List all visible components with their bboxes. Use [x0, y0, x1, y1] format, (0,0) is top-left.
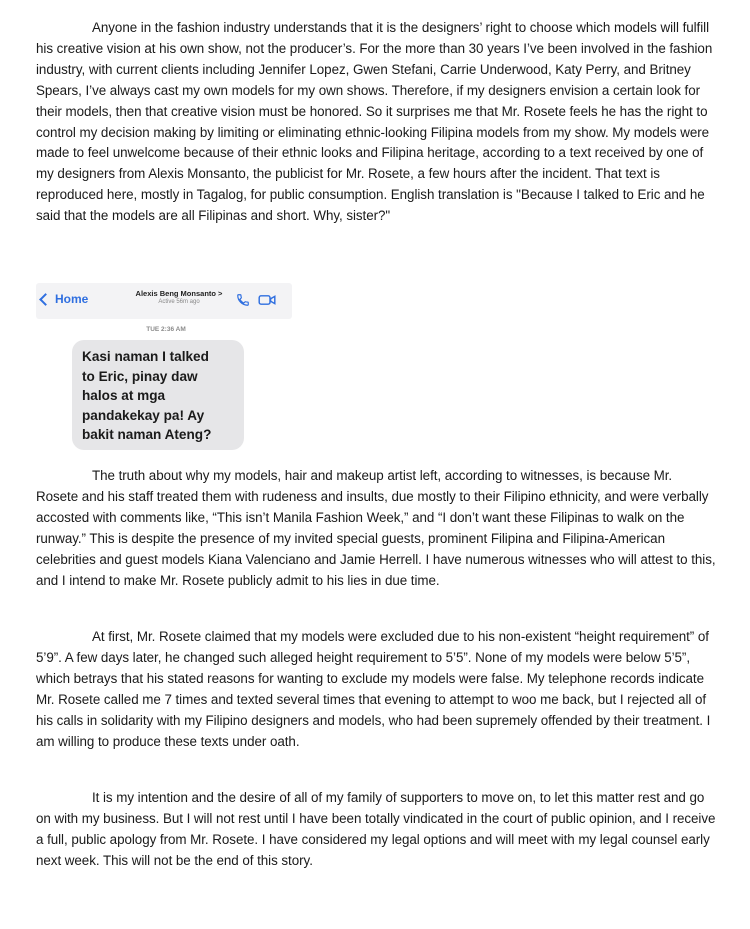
back-chevron-icon [39, 293, 52, 306]
back-label: Home [55, 292, 89, 306]
message-timestamp: TUE 2:36 AM [146, 326, 186, 333]
contact-name: Alexis Beng Monsanto > [135, 289, 223, 298]
contact-info[interactable] [124, 289, 234, 305]
message-bubble: Kasi naman I talked to Eric, pinay daw halos at mga pandakekay pa! Ay bakit naman Ateng? [72, 340, 244, 450]
paragraph-1: Anyone in the fashion industry understands that it is the designers’ right to choose which models will fulfill his creative vision at his own show, not the producer’s. For the more than 30 years I’ve been involved in the fashion industry, with current clients including Jennifer Lopez, Gwen Stefani, Carrie Underwood, Katy Perry, and Britney Spears, I’ve always cast my own models for my own shows. Therefore, if my designers envision a certain look for their models, then that creative vision must be honored. So it surprises me that Mr. Rosete feels he has the right to control my decision making by limiting or eliminating ethnic-looking Filipina models from my show. My models were made to feel unwelcome because of their ethnic looks and Filipina heritage, according to a text received by one of my designers from Alexis Monsanto, the publicist for Mr. Rosete, a few hours after the incident. That text is reproduced here, mostly in Tagalog, for public consumption. English translation is "Because I talked to Eric and he said that the models are all Filipinas and short. Why, sister?" [36, 20, 713, 224]
back-button[interactable] [41, 292, 88, 306]
contact-status: Active 56m ago [158, 299, 200, 305]
paragraph-3: At first, Mr. Rosete claimed that my models were excluded due to his non-existent “height requirement” of 5’9”. A few days later, he changed such alleged height requirement to 5’5”. None of my models were below 5’5”, which betrays that his stated reasons for wanting to exclude my models were false. My telephone records indicate Mr. Rosete called me 7 times and texted several times that evening to attempt to woo me back, but I rejected all of his calls in solidarity with my Filipino designers and models, who had been supremely offended by their treatment. I am willing to produce these texts under oath. [36, 629, 711, 749]
phone-icon[interactable] [236, 293, 250, 312]
paragraph-2: The truth about why my models, hair and makeup artist left, according to witnesses, is because Mr. Rosete and his staff treated them with rudeness and insults, due mostly to their Filipino ethnicity, and were verbally accosted with comments like, “This isn’t Manila Fashion Week,” and “I don’t want these Filipinas to walk on the runway.” This is despite the presence of my invited special guests, prominent Filipina and Filipina-American celebrities and guest models Kiana Valenciano and Jamie Herrell. I have numerous witnesses who will attest to this, and I intend to make Mr. Rosete publicly admit to his lies in due time. [36, 468, 716, 588]
video-camera-icon[interactable] [258, 293, 276, 312]
paragraph-4: It is my intention and the desire of all of my family of supporters to move on, to let this matter rest and go on with my business. But I will not rest until I have been totally vindicated in the court of public opinion, and I receive a full, public apology from Mr. Rosete. I have considered my legal options and will meet with my legal counsel early next week. This will not be the end of this story. [36, 790, 716, 868]
message-header [36, 283, 292, 319]
